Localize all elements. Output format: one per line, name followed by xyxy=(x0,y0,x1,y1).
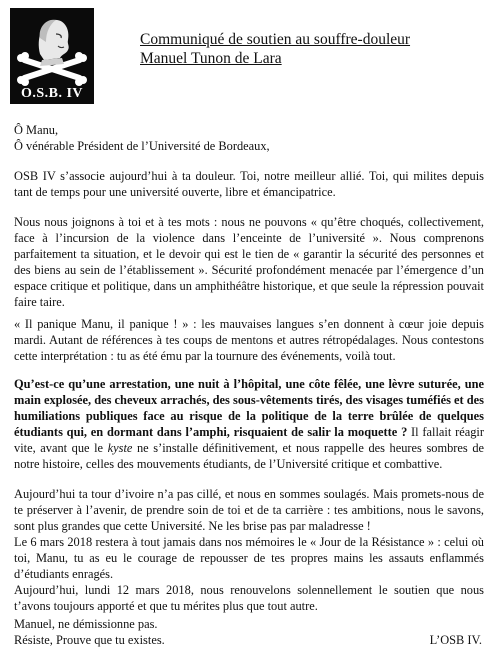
salutation xyxy=(14,122,484,154)
page-title xyxy=(140,30,470,68)
title-line-1: Communiqué de soutien au souffre-douleur xyxy=(140,31,411,48)
closing-line-2: Résiste, Prouve que tu existes. xyxy=(14,633,165,647)
paragraph-3-text: « Il panique Manu, il panique ! » : les mauvaises langues s’en donnent à cœur joie depuis mardi. Autant de références à tes coups de mentons et autres rétropédalages. Nous contestons cette interprétation : tu as été ému par la tournure des événements, voilà tout. xyxy=(14,317,484,363)
paragraph-4-bold: Qu’est-ce qu’une arrestation, une nuit à l’hôpital, une côte fêlée, une lèvre suturée, une main explosée, des cheveux arrachés, des sous-vêtements tirés, des visages tuméfiés et des humiliations publiques face au risque de la politique de la terre brûlée de quelques étudiants qui, en dormant dans l’amphi, risquaient de salir la moquette ? xyxy=(14,377,484,439)
paragraph-5-line-3: Aujourd’hui, lundi 12 mars 2018, nous renouvelons solennellement le soutien que nous t’avons toujours apporté et que tu mérites plus que tout autre. xyxy=(14,583,484,613)
signature: L’OSB IV. xyxy=(429,633,482,647)
osb-logo xyxy=(10,8,94,104)
paragraph-2-text: Nous nous joignons à toi et à tes mots : nous ne pouvons « qu’être choqués, collectivement, face à l’incursion de la violence dans l’enceinte de l’université ». Nous comprenons parfaitement ta situation, et le devoir qui est le tien de « garantir la sécurité des personnes et des biens au sein de l’établissement ». Sécurité profondément menacée par l’émergence d’un espace critique et politique, dans un amphithéâtre historique, et que seule la répression pouvait faire taire. xyxy=(14,215,484,309)
paragraph-3 xyxy=(14,316,484,364)
logo-label: O.S.B. IV xyxy=(20,86,84,101)
paragraph-4-italic: kyste xyxy=(107,441,133,455)
paragraph-4-text xyxy=(14,376,484,472)
salutation-line-1: Ô Manu, xyxy=(14,123,59,137)
closing-line-1: Manuel, ne démissionne pas. xyxy=(14,617,158,631)
paragraph-5 xyxy=(14,486,484,614)
paragraph-4 xyxy=(14,376,484,472)
paragraph-1-text: OSB IV s’associe aujourd’hui à ta douleur. Toi, notre meilleur allié. Toi, qui milites depuis tant de temps pour une université ouverte, libre et émancipatrice. xyxy=(14,169,484,199)
paragraph-1 xyxy=(14,168,484,200)
salutation-line-2: Ô vénérable Président de l’Université de Bordeaux, xyxy=(14,139,270,153)
title-line-2: Manuel Tunon de Lara xyxy=(140,50,282,67)
closing xyxy=(14,616,484,648)
paragraph-5-line-1: Aujourd’hui ta tour d’ivoire n’a pas cillé, et nous en sommes soulagés. Mais promets-nous de te préserver à l’avenir, de prendre soin de toi et de ta carrière : tes ambitions, nous le savons, sont plus grandes que cette Université. Ne les brise pas par maladresse ! xyxy=(14,487,484,533)
paragraph-4-part-a: Il fallait réagir vite, avant que le xyxy=(14,425,484,455)
paragraph-4-part-b: ne s’installe définitivement, et nous rappelle des heures sombres de notre histoire, celles des mouvements étudiants, de l’Université critique et combattive. xyxy=(14,441,485,471)
paragraph-2 xyxy=(14,214,484,310)
paragraph-5-line-2: Le 6 mars 2018 restera à tout jamais dans nos mémoires le « Jour de la Résistance » : celui où toi, Manu, tu as eu le courage de repousser de tes propres mains les assauts enflammés d’étudiants enragés. xyxy=(14,535,484,581)
